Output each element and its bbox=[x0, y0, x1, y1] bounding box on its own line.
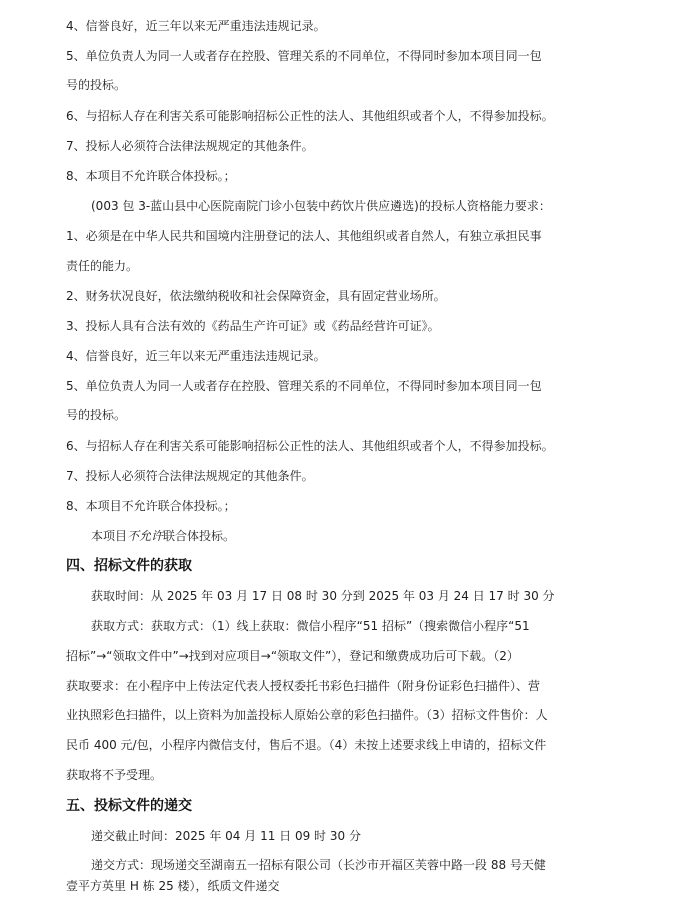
text-line: 壹平方英里 H 栋 25 楼），纸质文件递交 bbox=[66, 879, 280, 893]
text-line: 民币 400 元/包，小程序内微信支付，售后不退。（4）未按上述要求线上申请的，招标文件 bbox=[66, 738, 547, 752]
lot-intro: (003 包 3-蓝山县中心医院南院门诊小包装中药饮片供应遴选)的投标人资格能力要求： bbox=[91, 199, 551, 213]
text-line: 6、与招标人存在利害关系可能影响招标公正性的法人、其他组织或者个人，不得参加投标。 bbox=[66, 109, 554, 123]
text-line: 1、必须是在中华人民共和国境内注册登记的法人、其他组织或者自然人，有独立承担民事 bbox=[66, 229, 542, 243]
text-line: 招标”→“领取文件中”→找到对应项目→“领取文件”），登记和缴费成功后可下载。（2） bbox=[66, 649, 519, 663]
text-line: 7、投标人必须符合法律法规规定的其他条件。 bbox=[66, 139, 314, 153]
text-line: 获取要求：在小程序中上传法定代表人授权委托书彩色扫描件（附身份证彩色扫描件）、营 bbox=[66, 679, 541, 693]
text-line: 递交方式：现场递交至湖南五一招标有限公司（长沙市开福区芙蓉中路一段 88 号天健 bbox=[91, 858, 546, 872]
text-line: 号的投标。 bbox=[66, 408, 127, 422]
text-line: 5、单位负责人为同一人或者存在控股、管理关系的不同单位，不得同时参加本项目同一包 bbox=[66, 49, 542, 63]
text-line: 4、信誉良好，近三年以来无严重违法违规记录。 bbox=[66, 349, 326, 363]
text-line: 4、信誉良好，近三年以来无严重违法违规记录。 bbox=[66, 19, 326, 33]
text-line: 责任的能力。 bbox=[66, 259, 139, 273]
section-heading-acquisition: 四、招标文件的获取 bbox=[66, 558, 192, 574]
consortium-note bbox=[91, 528, 651, 544]
text-line: 7、投标人必须符合法律法规规定的其他条件。 bbox=[66, 469, 314, 483]
text-line: 获取将不予受理。 bbox=[66, 768, 163, 782]
section-heading-submission: 五、投标文件的递交 bbox=[66, 798, 192, 814]
text-line: 获取方式：获取方式：（1）线上获取：微信小程序“51 招标”（搜索微信小程序“51 bbox=[91, 619, 530, 633]
text-line: 5、单位负责人为同一人或者存在控股、管理关系的不同单位，不得同时参加本项目同一包 bbox=[66, 379, 542, 393]
text-line: 2、财务状况良好，依法缴纳税收和社会保障资金，具有固定营业场所。 bbox=[66, 289, 446, 303]
text-line: 业执照彩色扫描件，以上资料为加盖投标人原始公章的彩色扫描件。（3）招标文件售价：人 bbox=[66, 708, 548, 722]
text-line: 6、与招标人存在利害关系可能影响招标公正性的法人、其他组织或者个人，不得参加投标。 bbox=[66, 439, 554, 453]
note-emphasis: 不允许 bbox=[127, 529, 164, 543]
note-text: 联合体投标。 bbox=[163, 529, 236, 543]
acquisition-time: 获取时间：从 2025 年 03 月 17 日 08 时 30 分到 2025 年 03 月 24 日 17 时 30 分 bbox=[91, 589, 555, 603]
text-line: 8、本项目不允许联合体投标。； bbox=[66, 169, 236, 183]
text-line: 号的投标。 bbox=[66, 78, 127, 92]
text-line: 8、本项目不允许联合体投标。； bbox=[66, 499, 236, 513]
text-line: 3、投标人具有合法有效的《药品生产许可证》或《药品经营许可证》。 bbox=[66, 319, 440, 333]
submission-deadline: 递交截止时间：2025 年 04 月 11 日 09 时 30 分 bbox=[91, 829, 361, 843]
note-text: 本项目 bbox=[91, 529, 128, 543]
